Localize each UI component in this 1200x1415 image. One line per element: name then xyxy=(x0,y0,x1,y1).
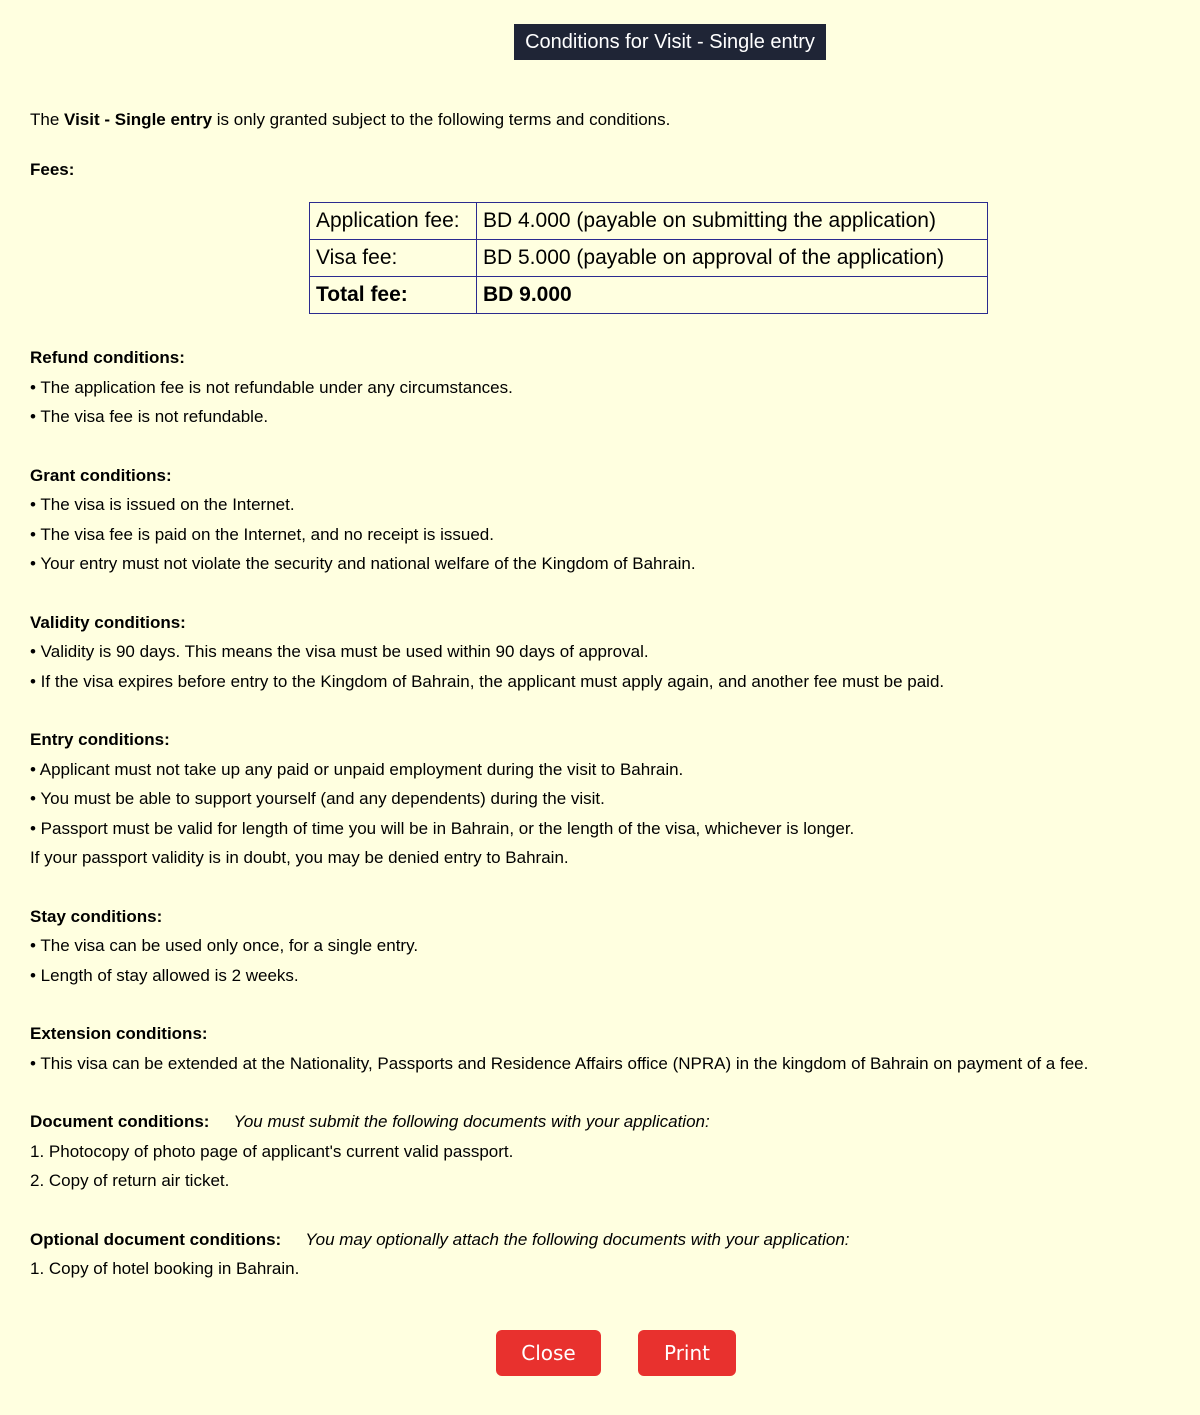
optional-documents-heading-row xyxy=(30,1225,1190,1255)
optional-documents-heading: Optional document conditions: xyxy=(30,1229,282,1249)
list-item: • The visa is issued on the Internet. xyxy=(30,495,295,514)
fees-table xyxy=(309,202,988,314)
list-item: • The visa fee is paid on the Internet, and no receipt is issued. xyxy=(30,524,494,544)
documents-heading-row xyxy=(30,1107,1190,1137)
conditions-content xyxy=(30,105,1190,1284)
entry-heading: Entry conditions: xyxy=(30,730,170,749)
fee-label-total: Total fee: xyxy=(310,277,477,314)
refund-heading: Refund conditions: xyxy=(30,348,185,367)
optional-documents-section xyxy=(30,1225,1190,1284)
list-item: • The application fee is not refundable under any circumstances. xyxy=(30,377,513,397)
grant-section xyxy=(30,461,1190,579)
intro-prefix: The xyxy=(30,110,65,129)
extension-heading: Extension conditions: xyxy=(30,1024,208,1043)
list-item: • Validity is 90 days. This means the visa must be used within 90 days of approval. xyxy=(30,642,649,661)
fee-value-application: BD 4.000 (payable on submitting the application) xyxy=(477,203,988,240)
fee-value-total: BD 9.000 xyxy=(477,277,988,314)
list-item: • This visa can be extended at the Nationality, Passports and Residence Affairs office (NPRA) in the kingdom of Bahrain on payment of a fee. xyxy=(30,1053,1089,1073)
documents-note: You must submit the following documents with your application: xyxy=(233,1112,710,1131)
list-item: • The visa can be used only once, for a single entry. xyxy=(30,936,419,955)
validity-heading: Validity conditions: xyxy=(30,612,186,632)
documents-heading: Document conditions: xyxy=(30,1112,210,1131)
grant-heading: Grant conditions: xyxy=(30,465,172,485)
intro-suffix: is only granted subject to the following terms and conditions. xyxy=(212,110,671,129)
fee-label-application: Application fee: xyxy=(310,203,477,240)
list-item: 1. Photocopy of photo page of applicant's current valid passport. xyxy=(30,1141,514,1161)
list-item: 1. Copy of hotel booking in Bahrain. xyxy=(30,1259,300,1278)
print-button[interactable]: Print xyxy=(638,1330,736,1376)
title-bar xyxy=(0,24,1200,60)
list-item: 2. Copy of return air ticket. xyxy=(30,1171,230,1190)
close-button[interactable]: Close xyxy=(496,1330,601,1376)
intro-visa-name: Visit - Single entry xyxy=(64,110,213,129)
optional-documents-note: You may optionally attach the following documents with your application: xyxy=(305,1229,850,1249)
stay-heading: Stay conditions: xyxy=(30,906,163,926)
fees-heading: Fees: xyxy=(30,159,75,179)
extension-section xyxy=(30,1019,1190,1078)
refund-section xyxy=(30,343,1190,432)
fee-label-visa: Visa fee: xyxy=(310,240,477,277)
page-title: Conditions for Visit - Single entry xyxy=(514,24,826,60)
documents-section xyxy=(30,1107,1190,1196)
button-bar xyxy=(0,1330,1200,1376)
list-item: • The visa fee is not refundable. xyxy=(30,407,269,426)
stay-section xyxy=(30,902,1190,991)
table-row xyxy=(310,240,988,277)
table-row xyxy=(310,277,988,314)
list-item: • Applicant must not take up any paid or unpaid employment during the visit to Bahrain. xyxy=(30,759,684,779)
list-item: • If the visa expires before entry to the Kingdom of Bahrain, the applicant must apply again, and another fee must be paid. xyxy=(30,671,945,691)
fee-value-visa: BD 5.000 (payable on approval of the application) xyxy=(477,240,988,277)
list-item: • You must be able to support yourself (and any dependents) during the visit. xyxy=(30,789,605,808)
list-item: If your passport validity is in doubt, you may be denied entry to Bahrain. xyxy=(30,848,569,867)
table-row xyxy=(310,203,988,240)
validity-section xyxy=(30,608,1190,697)
entry-section xyxy=(30,725,1190,873)
intro-paragraph xyxy=(30,105,1190,135)
list-item: • Length of stay allowed is 2 weeks. xyxy=(30,965,299,985)
list-item: • Your entry must not violate the security and national welfare of the Kingdom of Bahrain. xyxy=(30,554,696,573)
list-item: • Passport must be valid for length of time you will be in Bahrain, or the length of the visa, whichever is longer. xyxy=(30,818,855,838)
